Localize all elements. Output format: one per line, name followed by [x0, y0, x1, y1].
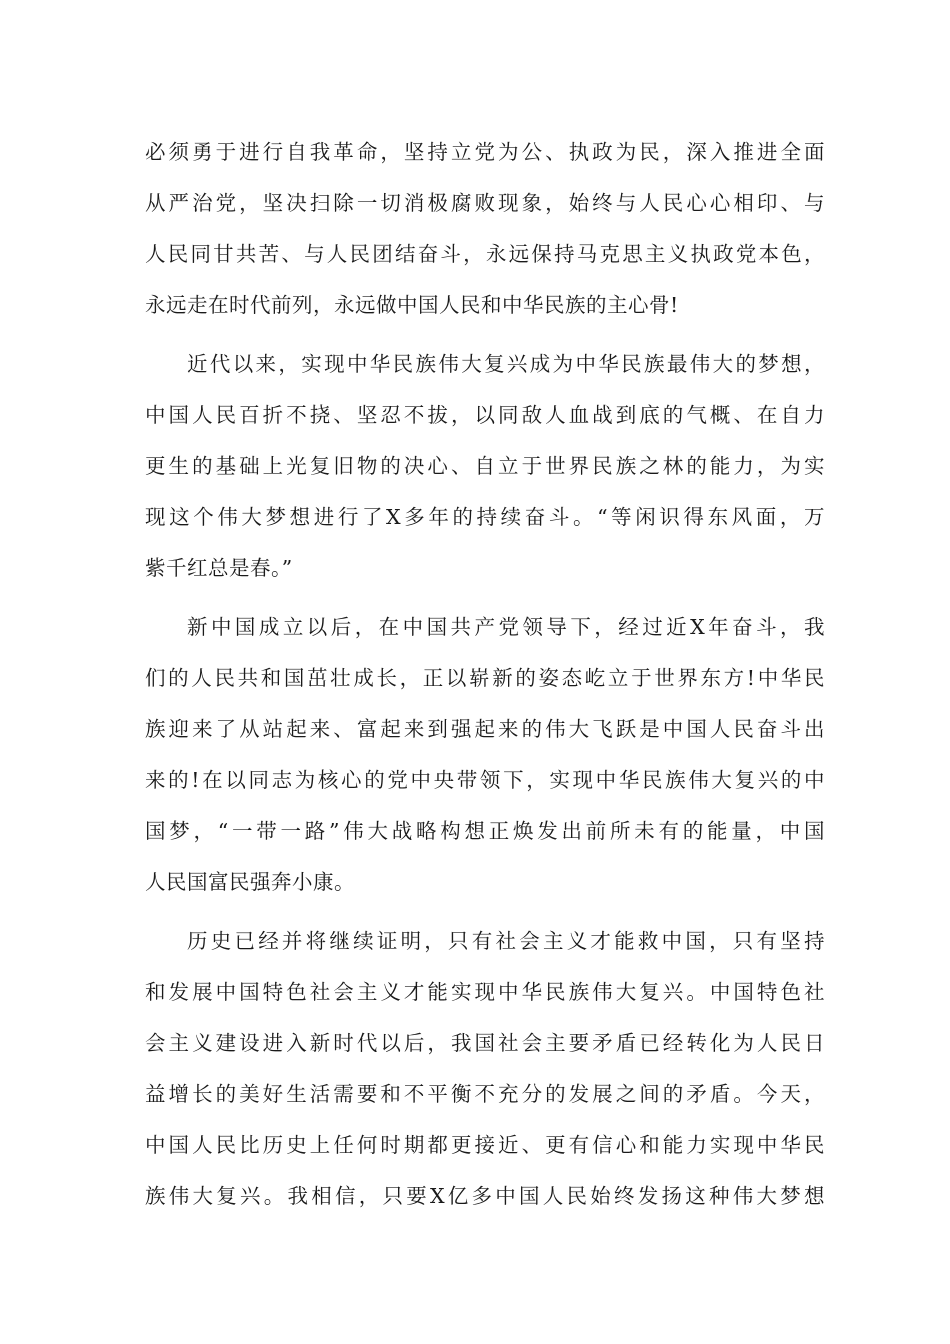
text-line: 族伟大复兴。我相信，只要X亿多中国人民始终发扬这种伟大梦想 [145, 1184, 825, 1208]
text-line: 来的!在以同志为核心的党中央带领下，实现中华民族伟大复兴的中 [145, 768, 825, 792]
text-line: 必须勇于进行自我革命，坚持立党为公、执政为民，深入推进全面 [145, 140, 825, 164]
text-line: 从严治党，坚决扫除一切消极腐败现象，始终与人民心心相印、与 [145, 191, 825, 215]
text-line: 国梦，“一带一路”伟大战略构想正焕发出前所未有的能量，中国 [145, 819, 825, 843]
paragraph-1 [145, 127, 825, 331]
text-line: 新中国成立以后，在中国共产党领导下，经过近X年奋斗，我 [187, 615, 825, 639]
text-line: 更生的基础上光复旧物的决心、自立于世界民族之林的能力，为实 [145, 454, 825, 478]
text-line: 们的人民共和国茁壮成长，正以崭新的姿态屹立于世界东方!中华民 [145, 666, 825, 690]
text-line: 和发展中国特色社会主义才能实现中华民族伟大复兴。中国特色社 [145, 980, 825, 1004]
text-line: 中国人民百折不挠、坚忍不拔，以同敌人血战到底的气概、在自力 [145, 403, 825, 427]
document-body [145, 127, 825, 1230]
text-line: 益增长的美好生活需要和不平衡不充分的发展之间的矛盾。今天， [145, 1082, 825, 1106]
text-line: 人民国富民强奔小康。 [145, 870, 355, 894]
text-line: 紫千红总是春。” [145, 556, 293, 580]
text-line: 现这个伟大梦想进行了X多年的持续奋斗。“等闲识得东风面，万 [145, 505, 825, 529]
text-line: 会主义建设进入新时代以后，我国社会主要矛盾已经转化为人民日 [145, 1031, 825, 1055]
text-line: 永远走在时代前列，永远做中国人民和中华民族的主心骨! [145, 293, 679, 317]
paragraph-3 [145, 602, 825, 908]
paragraph-4 [145, 916, 825, 1222]
text-line: 近代以来，实现中华民族伟大复兴成为中华民族最伟大的梦想， [187, 352, 825, 376]
text-line: 族迎来了从站起来、富起来到强起来的伟大飞跃是中国人民奋斗出 [145, 717, 825, 741]
text-line: 历史已经并将继续证明，只有社会主义才能救中国，只有坚持 [187, 929, 825, 953]
text-line: 中国人民比历史上任何时期都更接近、更有信心和能力实现中华民 [145, 1133, 825, 1157]
paragraph-2 [145, 339, 825, 594]
text-line: 人民同甘共苦、与人民团结奋斗，永远保持马克思主义执政党本色， [145, 242, 825, 266]
